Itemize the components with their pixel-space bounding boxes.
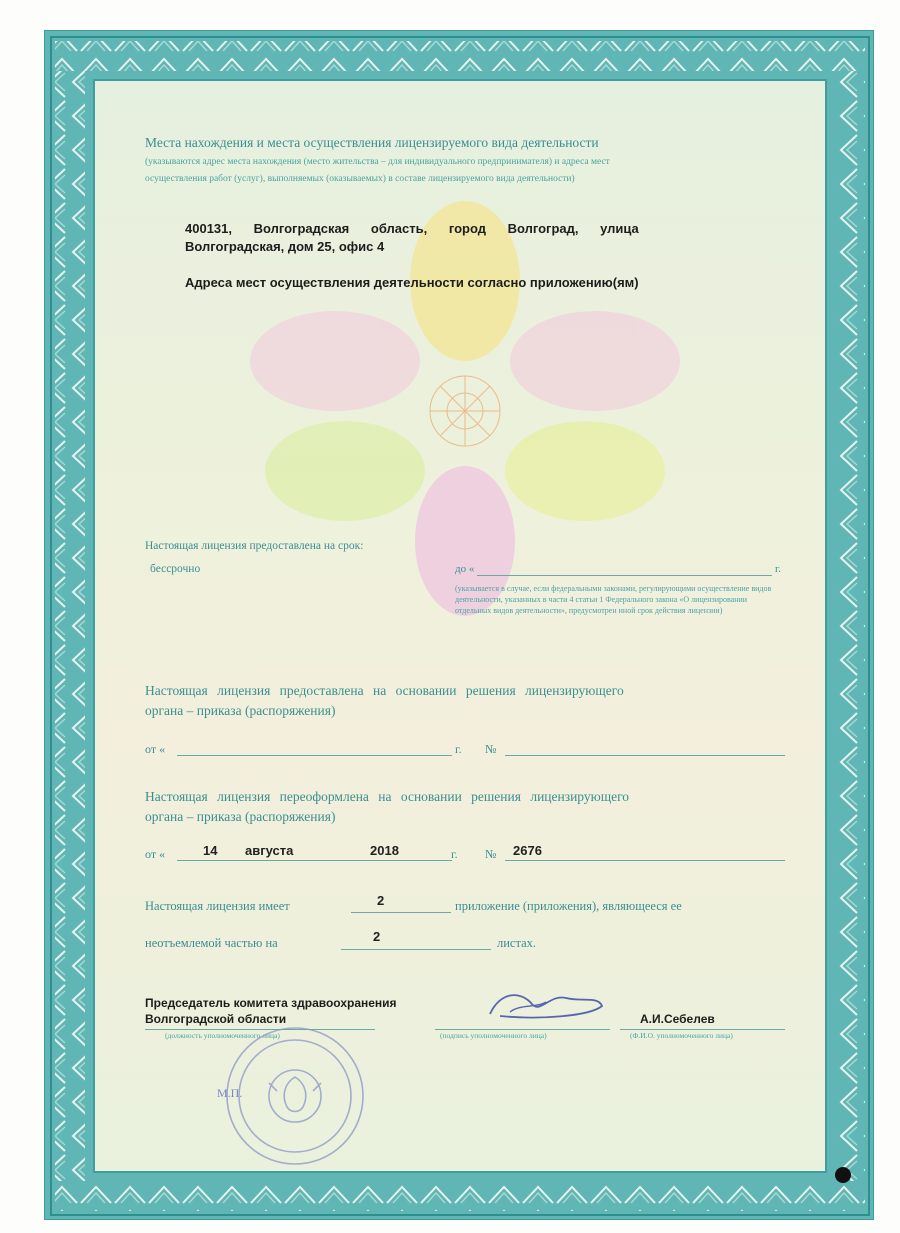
signature-line: [435, 1029, 610, 1030]
term-label: Настоящая лицензия предоставлена на срок:: [145, 540, 364, 552]
reissued-number-line: [505, 860, 785, 861]
reissued-year: 2018: [370, 843, 399, 858]
position-caption: (должность уполномоченного лица): [165, 1031, 280, 1040]
granted-line-2: органа – приказа (распоряжения): [145, 703, 336, 718]
rosette-watermark: [235, 201, 695, 621]
license-sheet: [44, 30, 874, 1220]
address-line-2: Волгоградская, дом 25, офис 4: [185, 239, 385, 254]
appendix-count: 2: [377, 893, 385, 908]
intro-caption-2: осуществления работ (услуг), выполняемых (оказываемых) в составе лицензируемого вида деятельности): [145, 174, 575, 184]
signer-name: А.И.Себелев: [640, 1012, 715, 1026]
granted-line-1: Настоящая лицензия предоставлена на основании решения лицензирующего: [145, 683, 624, 698]
granted-number-line: [505, 755, 785, 756]
reissued-line-2: органа – приказа (распоряжения): [145, 809, 336, 824]
signer-title-line-2: Волгоградской области: [145, 1012, 287, 1026]
reissued-number: 2676: [513, 843, 542, 858]
appendix-count-prefix: Настоящая лицензия имеет: [145, 899, 290, 913]
granted-no: №: [485, 742, 497, 756]
term-note: (указывается в случае, если федеральными законами, регулирующими осуществление видов деятельности, указанных в части 4 статьи 1 Федерального закона «О лицензировании отдельных видов деятельности», предусмотрен иной срок действия лицензии): [455, 584, 772, 615]
term-until-suffix: г.: [775, 563, 782, 575]
granted-date-line: [177, 755, 452, 756]
term-until-prefix: до «: [455, 563, 475, 575]
sheets-count: 2: [373, 929, 381, 944]
name-caption: (Ф.И.О. уполномоченного лица): [630, 1031, 733, 1040]
punch-hole-mark: [835, 1167, 851, 1183]
appendix-count-line: [351, 912, 451, 913]
appendix-address-line: Адреса мест осуществления деятельности согласно приложению(ям): [185, 275, 639, 290]
reissued-from: от «: [145, 847, 166, 861]
address-line-1: 400131, Волгоградская область, город Волгоград, улица: [185, 221, 639, 236]
reissued-month: августа: [245, 843, 294, 858]
name-line: [620, 1029, 785, 1030]
intro-heading: Места нахождения и места осуществления лицензируемого вида деятельности: [145, 135, 599, 150]
sheets-count-line: [341, 949, 491, 950]
handwritten-signature: [480, 986, 610, 1026]
signature-caption: (подпись уполномоченного лица): [440, 1031, 547, 1040]
reissued-day: 14: [203, 843, 218, 858]
appendix-count-suffix: приложение (приложения), являющееся ее: [455, 899, 682, 913]
license-body: [93, 79, 827, 1173]
granted-from: от «: [145, 742, 166, 756]
term-value: бессрочно: [150, 563, 201, 575]
reissued-no-label: №: [485, 847, 497, 861]
sheets-suffix: листах.: [497, 936, 537, 950]
reissued-year-suffix: г.: [451, 847, 458, 861]
granted-year-suffix: г.: [455, 742, 462, 756]
signer-title-line-1: Председатель комитета здравоохранения: [145, 996, 397, 1010]
sheets-prefix: неотъемлемой частью на: [145, 936, 278, 950]
intro-caption-1: (указываются адрес места нахождения (место жительства – для индивидуального предпринимателя) и адреса мест: [145, 157, 610, 167]
stamp-mark: М.П.: [217, 1086, 243, 1100]
term-until-line: [477, 575, 772, 576]
reissued-line-1: Настоящая лицензия переоформлена на основании решения лицензирующего: [145, 789, 630, 804]
reissued-date-line: [177, 860, 452, 861]
